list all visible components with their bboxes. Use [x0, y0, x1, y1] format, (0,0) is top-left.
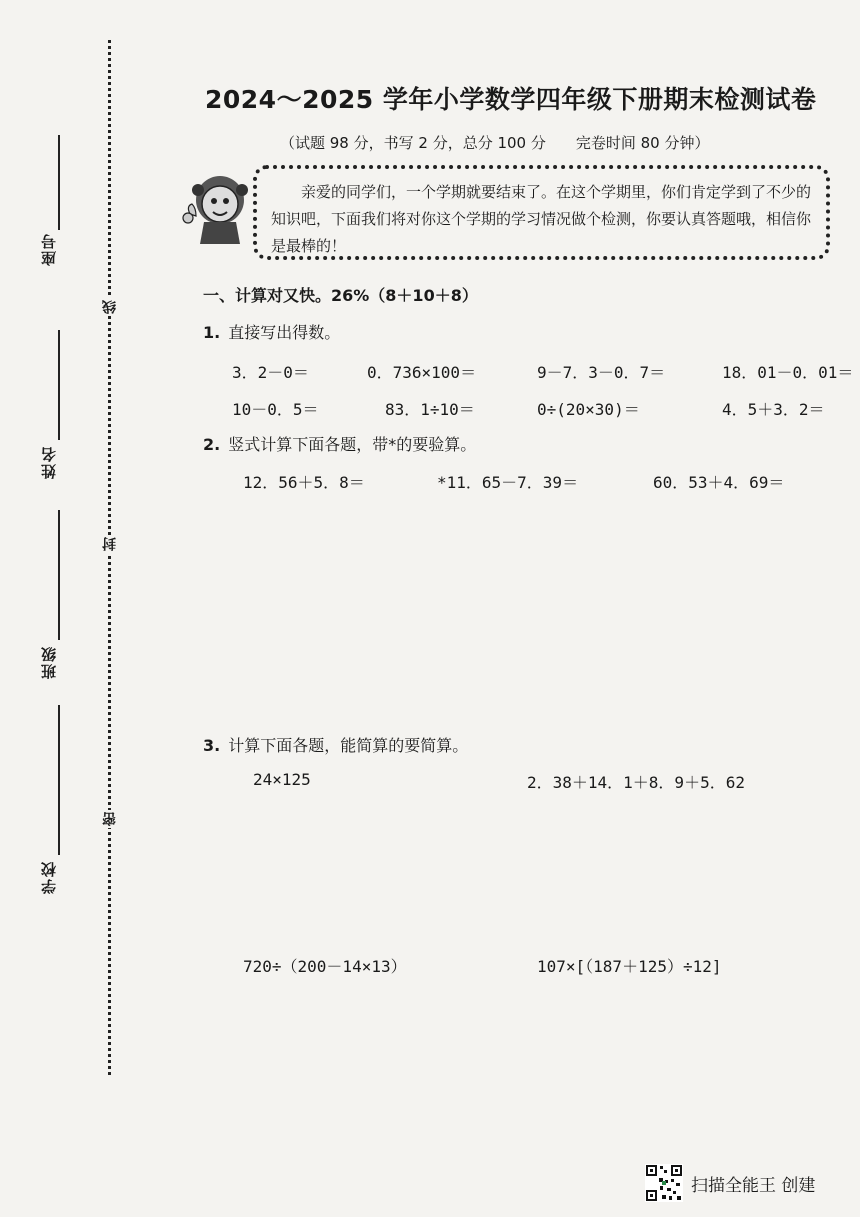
q2-item: 60．53＋4．69＝	[653, 473, 785, 492]
q3-item: 107×[（187＋125）÷12]	[537, 957, 722, 976]
q1-item: 0．736×100＝	[367, 363, 477, 382]
q2-item: *11．65－7．39＝	[437, 473, 579, 492]
q1-item: 83．1÷10＝	[385, 400, 475, 419]
q3-item: 24×125	[253, 770, 311, 789]
qr-code-icon	[645, 1164, 683, 1202]
class-underline	[58, 510, 60, 640]
time-info: 完卷时间 80 分钟）	[575, 134, 710, 152]
q2-item: 12．56＋5．8＝	[243, 473, 365, 492]
cut-dotted-line	[108, 40, 111, 1075]
exam-title: 2024～2025 学年小学数学四年级下册期末检测试卷	[205, 85, 817, 114]
q1-title	[203, 320, 340, 343]
watermark-text: 扫描全能王 创建	[691, 1175, 816, 1196]
notice-box	[253, 165, 830, 260]
q1-item: 18．01－0．01＝	[722, 363, 854, 382]
q3-number: 3.	[203, 736, 221, 755]
q2-number: 2.	[203, 435, 221, 454]
cut-line-label: 线	[102, 300, 118, 314]
cut-seal-label: 封	[102, 537, 118, 551]
q1-item: 10－0．5＝	[232, 400, 319, 419]
q3-title	[203, 733, 468, 756]
q1-item: 3．2－0＝	[232, 363, 309, 382]
q2-title	[203, 432, 476, 455]
cut-secret-label: 密	[102, 812, 118, 826]
q1-item: 0÷(20×30)＝	[537, 400, 640, 419]
exam-subtitle	[280, 132, 740, 153]
class-label: 班级	[40, 645, 58, 679]
scanner-watermark	[645, 1163, 815, 1203]
q3-item: 720÷（200－14×13）	[243, 957, 407, 976]
q1-item: 4．5＋3．2＝	[722, 400, 825, 419]
name-label: 姓名	[40, 445, 58, 479]
school-underline	[58, 705, 60, 855]
seat-label: 座号	[40, 232, 58, 266]
notice-text: 亲爱的同学们，一个学期就要结束了。在这个学期里，你们肯定学到了不少的知识吧，下面我们将对你这个学期的学习情况做个检测，你要认真答题哦，相信你是最棒的！	[271, 183, 812, 255]
q3-item: 2．38＋14．1＋8．9＋5．62	[527, 773, 745, 792]
cartoon-girl-icon	[182, 168, 254, 246]
school-label: 学校	[40, 860, 58, 894]
section1-title: 一、计算对又快。26%（8＋10＋8）	[203, 286, 478, 305]
name-underline	[58, 330, 60, 440]
q1-text: 直接写出得数。	[228, 323, 341, 342]
q1-item: 9－7．3－0．7＝	[537, 363, 666, 382]
q1-number: 1.	[203, 323, 221, 342]
score-info: （试题 98 分，书写 2 分，总分 100 分	[280, 134, 546, 152]
seat-underline	[58, 135, 60, 230]
q2-text: 竖式计算下面各题，带*的要验算。	[228, 435, 477, 454]
q3-text: 计算下面各题，能简算的要简算。	[228, 736, 469, 755]
